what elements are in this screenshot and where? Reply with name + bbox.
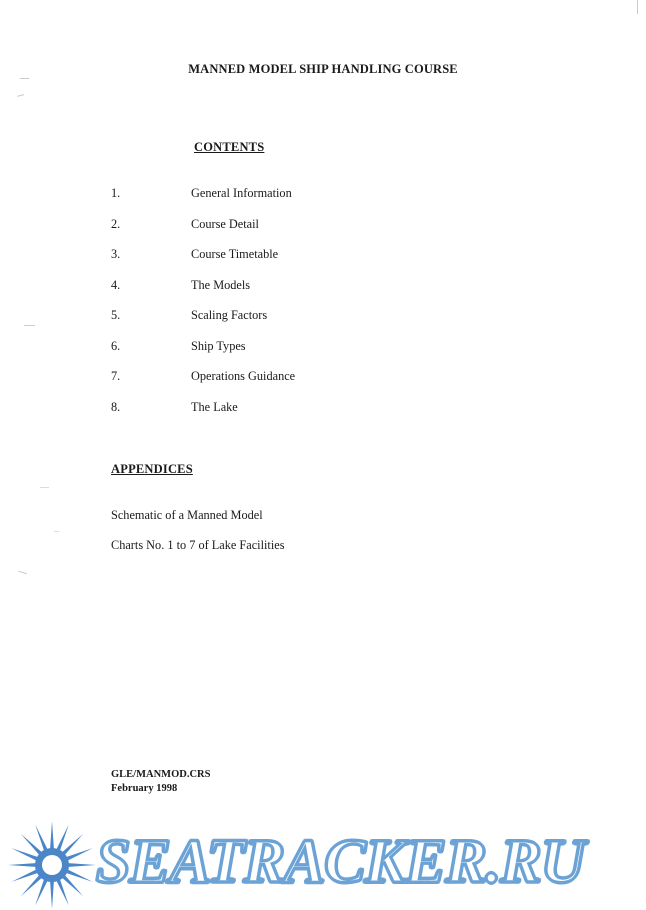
toc-label: Course Detail	[191, 216, 259, 231]
toc-number: 8.	[111, 399, 121, 414]
toc-number: 4.	[111, 277, 121, 292]
sun-burst-icon	[8, 821, 96, 909]
toc-number: 7.	[111, 369, 121, 383]
list-item: Charts No. 1 to 7 of Lake Facilities	[111, 538, 285, 552]
toc-number: 1.	[111, 186, 121, 200]
toc-label: Operations Guidance	[191, 369, 296, 383]
footer-reference: GLE/MANMOD.CRS	[111, 769, 211, 780]
watermark-text: SEATRACKER.RU	[96, 828, 585, 896]
list-item	[111, 217, 531, 248]
appendices-list	[111, 508, 551, 568]
toc-number: 3.	[111, 247, 121, 261]
list-item	[111, 247, 531, 278]
toc-number: 2.	[111, 216, 121, 231]
toc-label: The Models	[191, 277, 251, 292]
scan-artifact	[54, 531, 59, 532]
scan-artifact	[17, 94, 24, 97]
toc-label: The Lake	[191, 399, 238, 414]
page-title: MANNED MODEL SHIP HANDLING COURSE	[188, 62, 458, 76]
scan-artifact	[40, 487, 49, 488]
list-item	[111, 308, 531, 339]
scan-artifact	[24, 325, 35, 326]
list-item: Schematic of a Manned Model	[111, 508, 263, 522]
scan-artifact	[18, 571, 27, 575]
list-item	[111, 369, 531, 400]
list-item	[111, 339, 531, 370]
page-footer	[111, 768, 210, 796]
toc-label: Scaling Factors	[191, 308, 268, 322]
list-item	[111, 186, 531, 217]
footer-date: February 1998	[111, 783, 178, 794]
toc-label: Ship Types	[191, 338, 246, 353]
toc-number: 5.	[111, 308, 121, 322]
scan-artifact	[20, 78, 29, 79]
watermark-banner	[0, 815, 646, 910]
contents-heading: CONTENTS	[194, 140, 265, 154]
table-of-contents	[111, 186, 531, 430]
scan-artifact	[637, 0, 638, 14]
toc-label: General Information	[191, 186, 292, 200]
list-item	[111, 278, 531, 309]
list-item	[111, 400, 531, 431]
toc-number: 6.	[111, 338, 121, 353]
toc-label: Course Timetable	[191, 247, 279, 261]
appendices-heading: APPENDICES	[111, 462, 193, 476]
